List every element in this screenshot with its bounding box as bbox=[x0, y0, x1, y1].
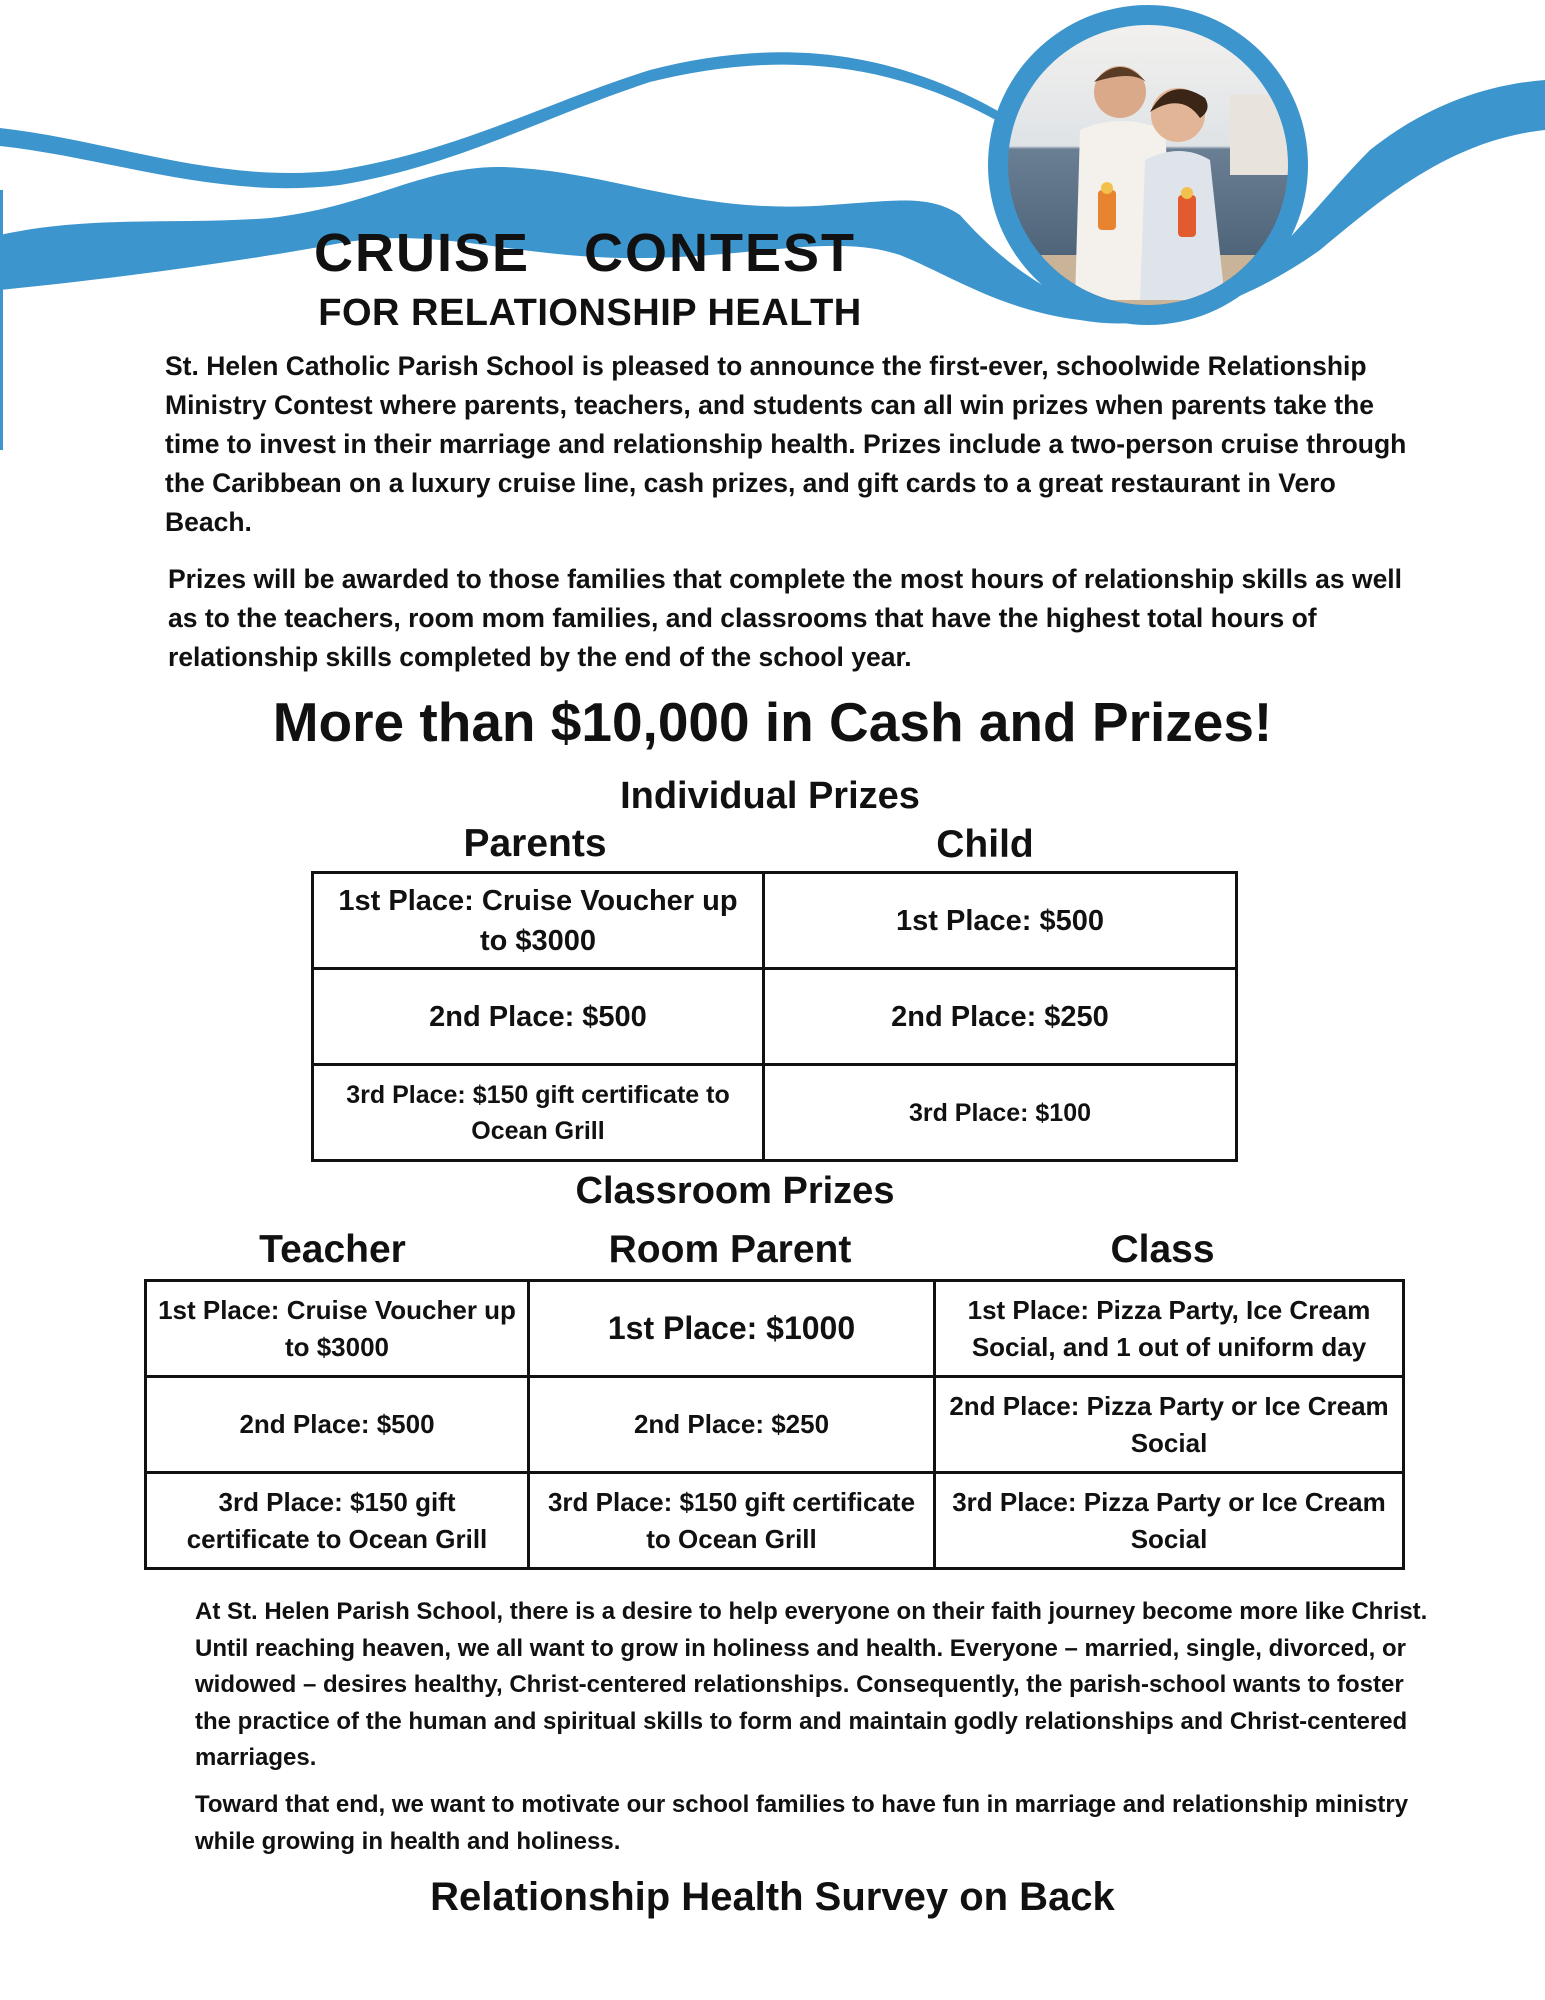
table-cell: 3rd Place: $150 gift certificate to Ocean Grill bbox=[146, 1473, 529, 1569]
classroom-prizes-table bbox=[144, 1279, 1405, 1570]
intro-paragraph-2: Prizes will be awarded to those families that complete the most hours of relationship skills as well as to the teachers, room mom families, and classrooms that have the highest total hours of relationship skills completed by the end of the school year. bbox=[168, 564, 1403, 672]
table-cell: 1st Place: Pizza Party, Ice Cream Social, and 1 out of uniform day bbox=[935, 1281, 1404, 1377]
table-cell: 1st Place: $1000 bbox=[529, 1281, 935, 1377]
page-title: CRUISE CONTEST bbox=[313, 223, 857, 283]
table-cell: 3rd Place: Pizza Party or Ice Cream Social bbox=[935, 1473, 1404, 1569]
table-cell: 3rd Place: $150 gift certificate to Ocean Grill bbox=[529, 1473, 935, 1569]
table-cell: 2nd Place: $250 bbox=[764, 969, 1237, 1065]
column-header-child: Child bbox=[936, 823, 1034, 866]
individual-prizes-table bbox=[311, 871, 1238, 1162]
intro-paragraph-1: St. Helen Catholic Parish School is pleased to announce the first-ever, schoolwide Relationship Ministry Contest where parents, teachers, and students can all win prizes when parents take the time to invest in their marriage and relationship health. Prizes include a two-person cruise through the Caribbean on a luxury cruise line, cash prizes, and gift cards to a great restaurant in Vero Beach. bbox=[165, 351, 1407, 537]
table-cell: 2nd Place: $250 bbox=[529, 1377, 935, 1473]
closing-paragraph-2: Toward that end, we want to motivate our school families to have fun in marriage and relationship ministry while growing in health and holiness. bbox=[195, 1791, 1409, 1855]
column-header-parents: Parents bbox=[463, 822, 607, 865]
table-row bbox=[313, 969, 1237, 1065]
closing-paragraph-1: At St. Helen Parish School, there is a desire to help everyone on their faith journey become more like Christ. Until reaching heaven, we all want to grow in holiness and health. Everyone – married, single, divorced, or widowed – desires healthy, Christ-centered relationships. Consequently, the parish-school wants to foster the practice of the human and spiritual skills to form and maintain godly relationships and Christ-centered marriages. bbox=[195, 1598, 1428, 1771]
individual-prizes-heading: Individual Prizes bbox=[620, 775, 920, 817]
table-cell: 3rd Place: $150 gift certificate to Ocean Grill bbox=[313, 1065, 764, 1161]
table-cell: 1st Place: Cruise Voucher up to $3000 bbox=[146, 1281, 529, 1377]
table-row bbox=[313, 873, 1237, 969]
table-cell: 1st Place: Cruise Voucher up to $3000 bbox=[313, 873, 764, 969]
column-header-room-parent: Room Parent bbox=[608, 1228, 852, 1271]
table-row bbox=[146, 1473, 1404, 1569]
page-subtitle: FOR RELATIONSHIP HEALTH bbox=[318, 292, 862, 334]
table-cell: 3rd Place: $100 bbox=[764, 1065, 1237, 1161]
table-row bbox=[146, 1377, 1404, 1473]
prize-headline: More than $10,000 in Cash and Prizes! bbox=[272, 691, 1273, 753]
column-header-class: Class bbox=[1110, 1228, 1215, 1271]
left-edge-stripe bbox=[0, 190, 3, 450]
table-cell: 2nd Place: $500 bbox=[146, 1377, 529, 1473]
table-cell: 2nd Place: Pizza Party or Ice Cream Social bbox=[935, 1377, 1404, 1473]
column-header-teacher: Teacher bbox=[259, 1228, 406, 1271]
table-cell: 2nd Place: $500 bbox=[313, 969, 764, 1065]
table-row bbox=[313, 1065, 1237, 1161]
main-wave bbox=[0, 80, 1545, 324]
footer-note: Relationship Health Survey on Back bbox=[430, 1875, 1115, 1919]
table-row bbox=[146, 1281, 1404, 1377]
table-cell: 1st Place: $500 bbox=[764, 873, 1237, 969]
classroom-prizes-heading: Classroom Prizes bbox=[575, 1170, 895, 1212]
